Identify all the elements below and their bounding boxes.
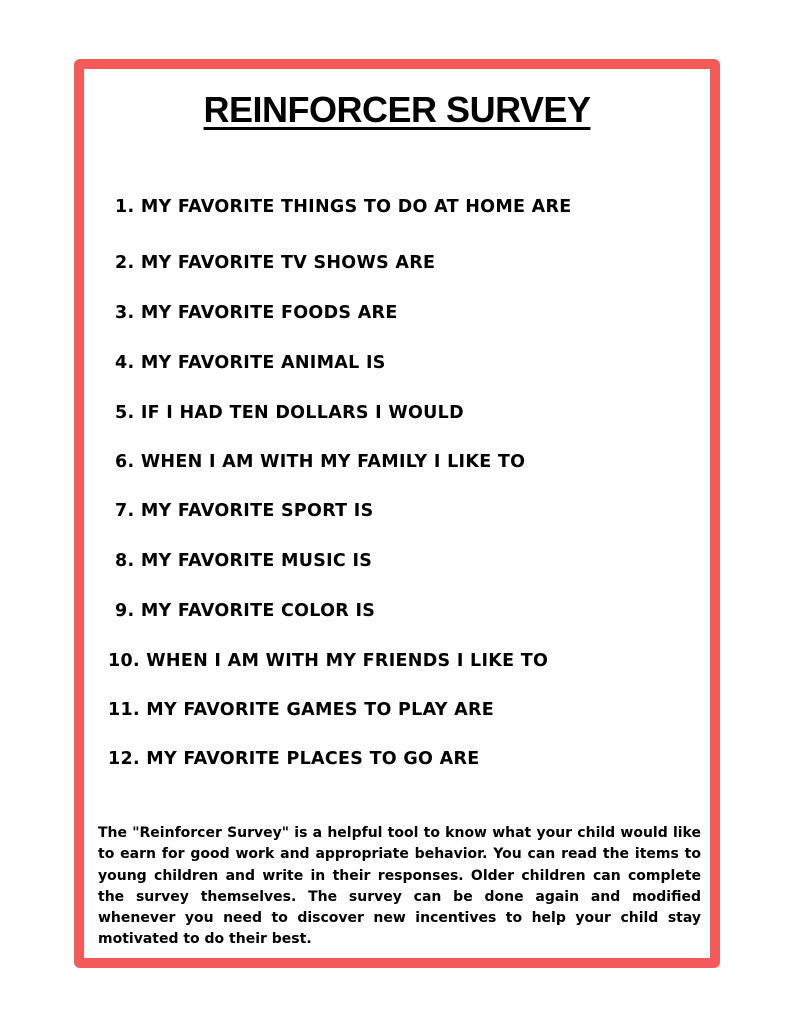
survey-description: The "Reinforcer Survey" is a helpful tool to know what your child would like to earn for good work and appropriate behavior. You can read the items to young children and write in their responses. Older children can complete the survey themselves. The survey can be done again and modified whenever you need to discover new incentives to help your child stay motivated to do their best. <box>98 825 701 948</box>
survey-item-6: 6. WHEN I AM WITH MY FAMILY I LIKE TO <box>115 452 526 472</box>
survey-item-3: 3. MY FAVORITE FOODS ARE <box>115 303 398 323</box>
survey-item-8: 8. MY FAVORITE MUSIC IS <box>115 551 373 571</box>
survey-item-2: 2. MY FAVORITE TV SHOWS ARE <box>115 253 436 273</box>
survey-item-1: 1. MY FAVORITE THINGS TO DO AT HOME ARE <box>115 197 572 217</box>
survey-item-11: 11. MY FAVORITE GAMES TO PLAY ARE <box>108 700 495 720</box>
page-title: REINFORCER SURVEY <box>203 89 591 130</box>
survey-item-5: 5. IF I HAD TEN DOLLARS I WOULD <box>115 403 464 423</box>
survey-border-frame <box>74 59 720 968</box>
survey-item-10: 10. WHEN I AM WITH MY FRIENDS I LIKE TO <box>108 651 549 671</box>
survey-item-4: 4. MY FAVORITE ANIMAL IS <box>115 353 386 373</box>
survey-item-7: 7. MY FAVORITE SPORT IS <box>115 501 374 521</box>
survey-item-12: 12. MY FAVORITE PLACES TO GO ARE <box>108 749 480 769</box>
survey-item-9: 9. MY FAVORITE COLOR IS <box>115 601 376 621</box>
